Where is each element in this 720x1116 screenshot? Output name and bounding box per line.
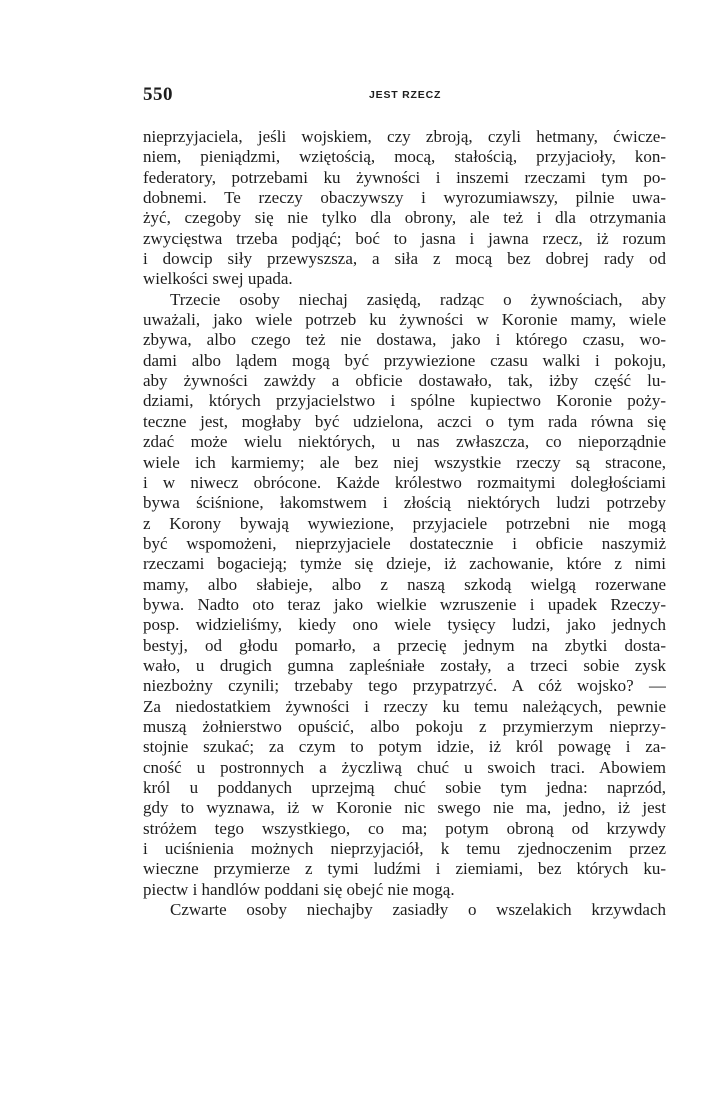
text-line: być wspomożeni, nieprzyjaciele dostatecznie i obficie naszymiż bbox=[143, 533, 666, 553]
text-line: stojnie szukać; za czym to potym idzie, iż król powagę i za- bbox=[143, 737, 666, 757]
text-line: nieprzyjaciela, jeśli wojskiem, czy zbroją, czyli hetmany, ćwicze- bbox=[143, 127, 666, 146]
text-line: teczne jest, mogłaby być udzielona, aczci o tym rada równa się bbox=[143, 411, 666, 431]
text-line: Trzecie osoby niechaj zasiędą, radząc o żywnościach, aby bbox=[170, 289, 666, 309]
text-line: wielkości swej upada. bbox=[143, 269, 293, 289]
text-line: uważali, jako wiele potrzeb ku żywności w Koronie mamy, wiele bbox=[143, 310, 666, 330]
text-line: cność u postronnych a życzliwą chuć u swoich traci. Abowiem bbox=[143, 757, 666, 777]
text-line: żyć, czegoby się nie tylko dla obrony, ale też i dla otrzymania bbox=[143, 208, 666, 228]
text-line: federatory, potrzebami ku żywności i inszemi rzeczami tym po- bbox=[143, 167, 666, 187]
text-line: dobnemi. Te rzeczy obaczywszy i wyrozumiawszy, pilnie uwa- bbox=[143, 188, 666, 208]
text-line: muszą żołnierstwo opuścić, albo pokoju z przymierzym nieprzy- bbox=[143, 716, 666, 736]
text-line: król u poddanych uprzejmą chuć sobie tym jedna: naprzód, bbox=[143, 778, 666, 797]
page-number: 550 bbox=[143, 84, 173, 105]
text-line: niem, pieniądzmi, wziętością, mocą, stałością, przyjacioły, kon- bbox=[143, 147, 666, 167]
text-line: bestyj, od głodu pomarło, a przecię jednym na zbytki dosta- bbox=[143, 635, 666, 655]
page-header bbox=[143, 84, 666, 110]
text-line: posp. widzieliśmy, kiedy ono wiele tysięcy ludzi, jako jednych bbox=[143, 615, 666, 635]
text-line: rzeczami bogacieją; tymże się dzieje, iż zachowanie, które z nimi bbox=[143, 554, 666, 574]
text-line: zdać może wielu niektórych, u nas zwłaszcza, co nieporządnie bbox=[143, 432, 666, 452]
text-line: Czwarte osoby niechajby zasiadły o wszelakich krzywdach bbox=[170, 900, 666, 920]
text-line: piectw i handlów poddani się obejć nie mogą. bbox=[143, 879, 455, 899]
body-text bbox=[143, 127, 666, 920]
text-line: z Korony bywają wywiezione, przyjaciele potrzebni nie mogą bbox=[143, 513, 666, 533]
text-line: zwycięstwa trzeba podjąć; boć to jasna i jawna rzecz, iż rozum bbox=[143, 228, 666, 248]
text-line: dami albo lądem mogą być przywiezione czasu walki i pokoju, bbox=[143, 350, 666, 370]
text-line: bywa. Nadto oto teraz jako wielkie wzruszenie i upadek Rzeczy- bbox=[143, 594, 666, 614]
text-line: i uciśnienia możnych nieprzyjaciół, k temu zjednoczenim przez bbox=[143, 839, 666, 859]
text-line: wieczne przymierze z tymi ludźmi i ziemiami, bez których ku- bbox=[143, 859, 666, 879]
text-line: mamy, albo słabieje, albo z naszą szkodą wielgą rozerwane bbox=[143, 574, 666, 594]
text-line: i dowcip siły przewyszsza, a siła z mocą bez dobrej rady od bbox=[143, 249, 666, 269]
text-line: bywa ściśnione, łakomstwem i złością niektórych ludzi potrzeby bbox=[143, 493, 666, 513]
text-line: wiele ich karmiemy; ale bez niej wszystkie rzeczy są stracone, bbox=[143, 452, 666, 472]
text-line: wało, u drugich gumna zapleśniałe zostały, a trzeci sobie zysk bbox=[143, 655, 666, 675]
text-line: gdy to wyznawa, iż w Koronie nic swego nie ma, jedno, iż jest bbox=[143, 798, 666, 818]
text-line: i w niwecz obrócone. Każde królestwo rozmaitymi doległościami bbox=[143, 472, 666, 492]
text-line: niezbożny czynili; trzebaby tego przypatrzyć. A cóż wojsko? — bbox=[143, 676, 666, 696]
text-line: stróżem tego wszystkiego, co ma; potym obroną od krzywdy bbox=[143, 818, 666, 838]
running-title: JEST RZECZ bbox=[369, 89, 442, 101]
text-line: zbywa, albo czego też nie dostawa, jako i którego czasu, wo- bbox=[143, 330, 666, 350]
text-line: Za niedostatkiem żywności i rzeczy ku temu należących, pewnie bbox=[143, 696, 666, 716]
text-line: aby żywności zawżdy a obficie dostawało, tak, iżby część lu- bbox=[143, 371, 666, 391]
text-line: dziami, których przyjacielstwo i spólne kupiectwo Koronie poży- bbox=[143, 391, 666, 411]
